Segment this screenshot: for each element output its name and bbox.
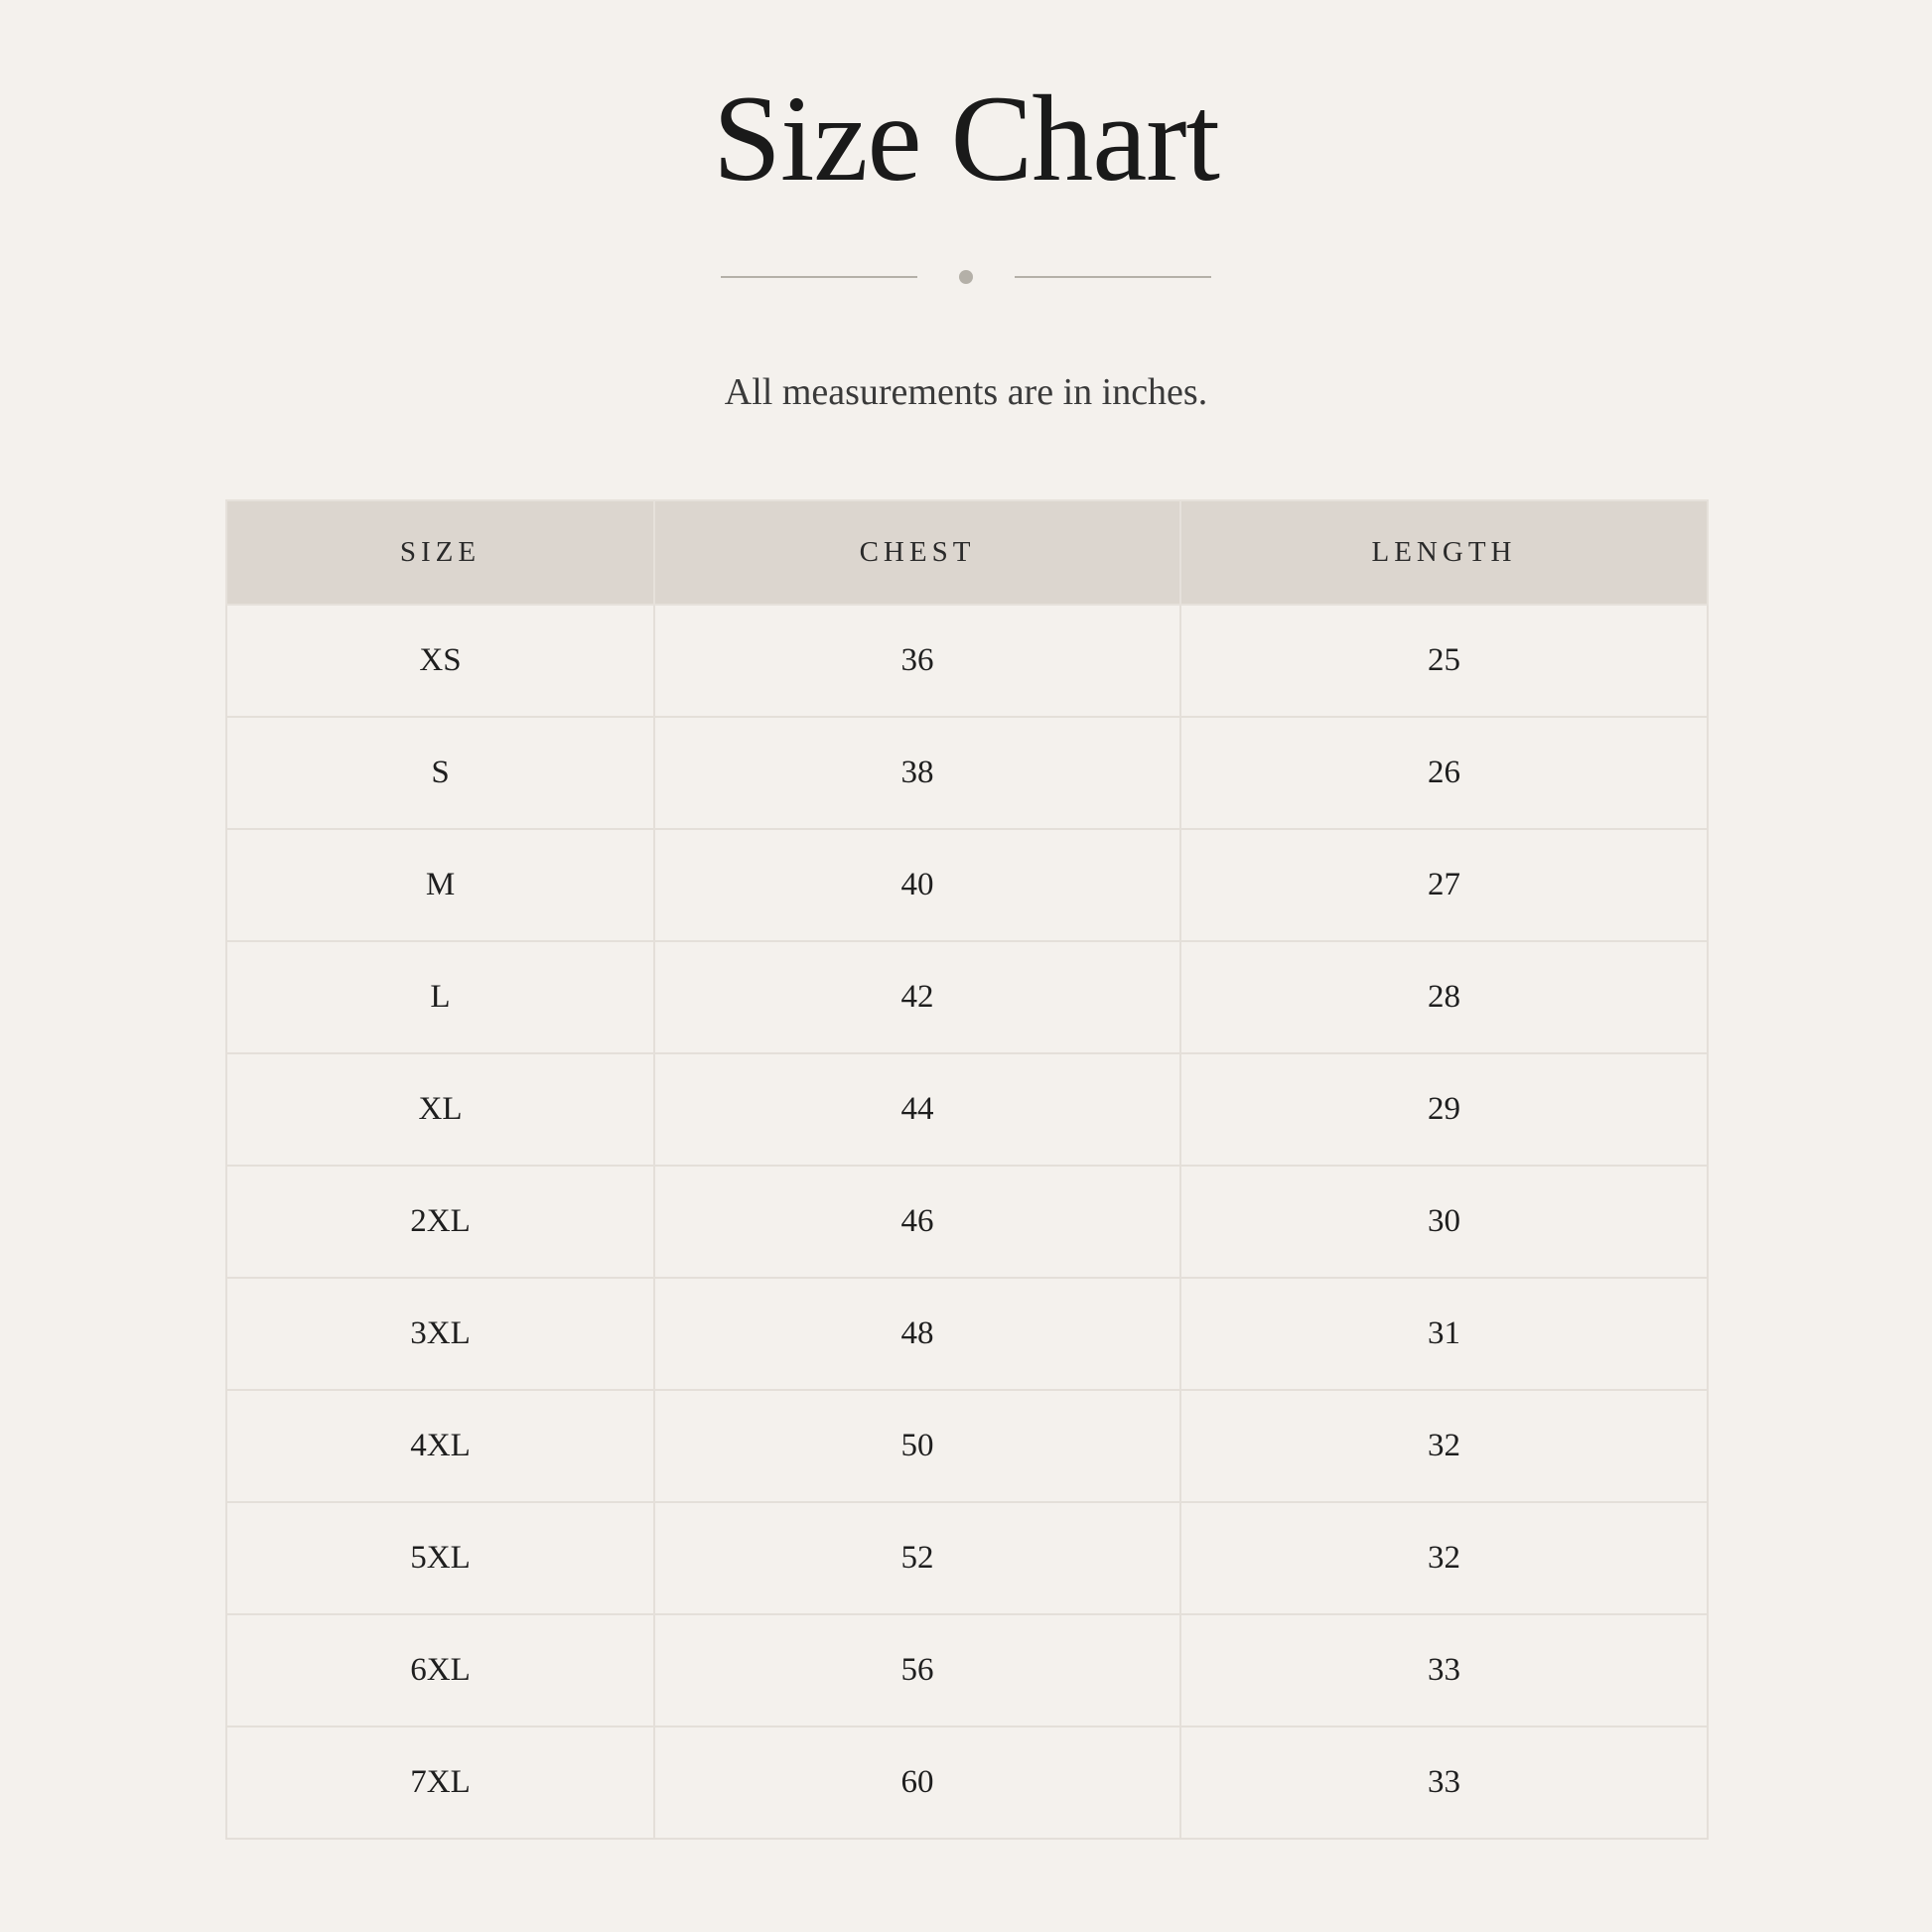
length-cell: 26 bbox=[1180, 717, 1708, 829]
chest-cell: 52 bbox=[654, 1502, 1180, 1614]
size-cell: 3XL bbox=[226, 1278, 654, 1390]
table-row bbox=[226, 1278, 1708, 1390]
length-cell: 29 bbox=[1180, 1053, 1708, 1166]
table-row bbox=[226, 1390, 1708, 1502]
table-row bbox=[226, 1502, 1708, 1614]
table-row bbox=[226, 717, 1708, 829]
chest-cell: 50 bbox=[654, 1390, 1180, 1502]
chest-cell: 40 bbox=[654, 829, 1180, 941]
size-cell: 2XL bbox=[226, 1166, 654, 1278]
length-cell: 27 bbox=[1180, 829, 1708, 941]
size-cell: 5XL bbox=[226, 1502, 654, 1614]
length-cell: 32 bbox=[1180, 1502, 1708, 1614]
chest-cell: 48 bbox=[654, 1278, 1180, 1390]
length-cell: 31 bbox=[1180, 1278, 1708, 1390]
table-row bbox=[226, 941, 1708, 1053]
size-cell: 6XL bbox=[226, 1614, 654, 1726]
length-cell: 30 bbox=[1180, 1166, 1708, 1278]
title-divider bbox=[0, 270, 1932, 284]
length-cell: 32 bbox=[1180, 1390, 1708, 1502]
divider-line-right bbox=[1015, 276, 1211, 278]
table-header-row bbox=[226, 500, 1708, 605]
size-cell: XL bbox=[226, 1053, 654, 1166]
chest-cell: 38 bbox=[654, 717, 1180, 829]
length-cell: 33 bbox=[1180, 1614, 1708, 1726]
chest-cell: 60 bbox=[654, 1726, 1180, 1839]
column-header-chest: CHEST bbox=[654, 500, 1180, 605]
table-row bbox=[226, 605, 1708, 717]
chest-cell: 42 bbox=[654, 941, 1180, 1053]
divider-line-left bbox=[721, 276, 917, 278]
table-row bbox=[226, 1614, 1708, 1726]
table-row bbox=[226, 829, 1708, 941]
size-cell: M bbox=[226, 829, 654, 941]
column-header-size: SIZE bbox=[226, 500, 654, 605]
measurement-note: All measurements are in inches. bbox=[724, 371, 1208, 413]
size-cell: S bbox=[226, 717, 654, 829]
size-cell: L bbox=[226, 941, 654, 1053]
chest-cell: 56 bbox=[654, 1614, 1180, 1726]
chest-cell: 44 bbox=[654, 1053, 1180, 1166]
length-cell: 33 bbox=[1180, 1726, 1708, 1839]
chest-cell: 36 bbox=[654, 605, 1180, 717]
divider-dot-icon bbox=[959, 270, 973, 284]
chest-cell: 46 bbox=[654, 1166, 1180, 1278]
page-title: Size Chart bbox=[713, 70, 1219, 207]
table-row bbox=[226, 1726, 1708, 1839]
size-table bbox=[225, 499, 1709, 1840]
table-row bbox=[226, 1053, 1708, 1166]
size-cell: 4XL bbox=[226, 1390, 654, 1502]
table-row bbox=[226, 1166, 1708, 1278]
length-cell: 28 bbox=[1180, 941, 1708, 1053]
size-cell: XS bbox=[226, 605, 654, 717]
column-header-length: LENGTH bbox=[1180, 500, 1708, 605]
size-cell: 7XL bbox=[226, 1726, 654, 1839]
length-cell: 25 bbox=[1180, 605, 1708, 717]
